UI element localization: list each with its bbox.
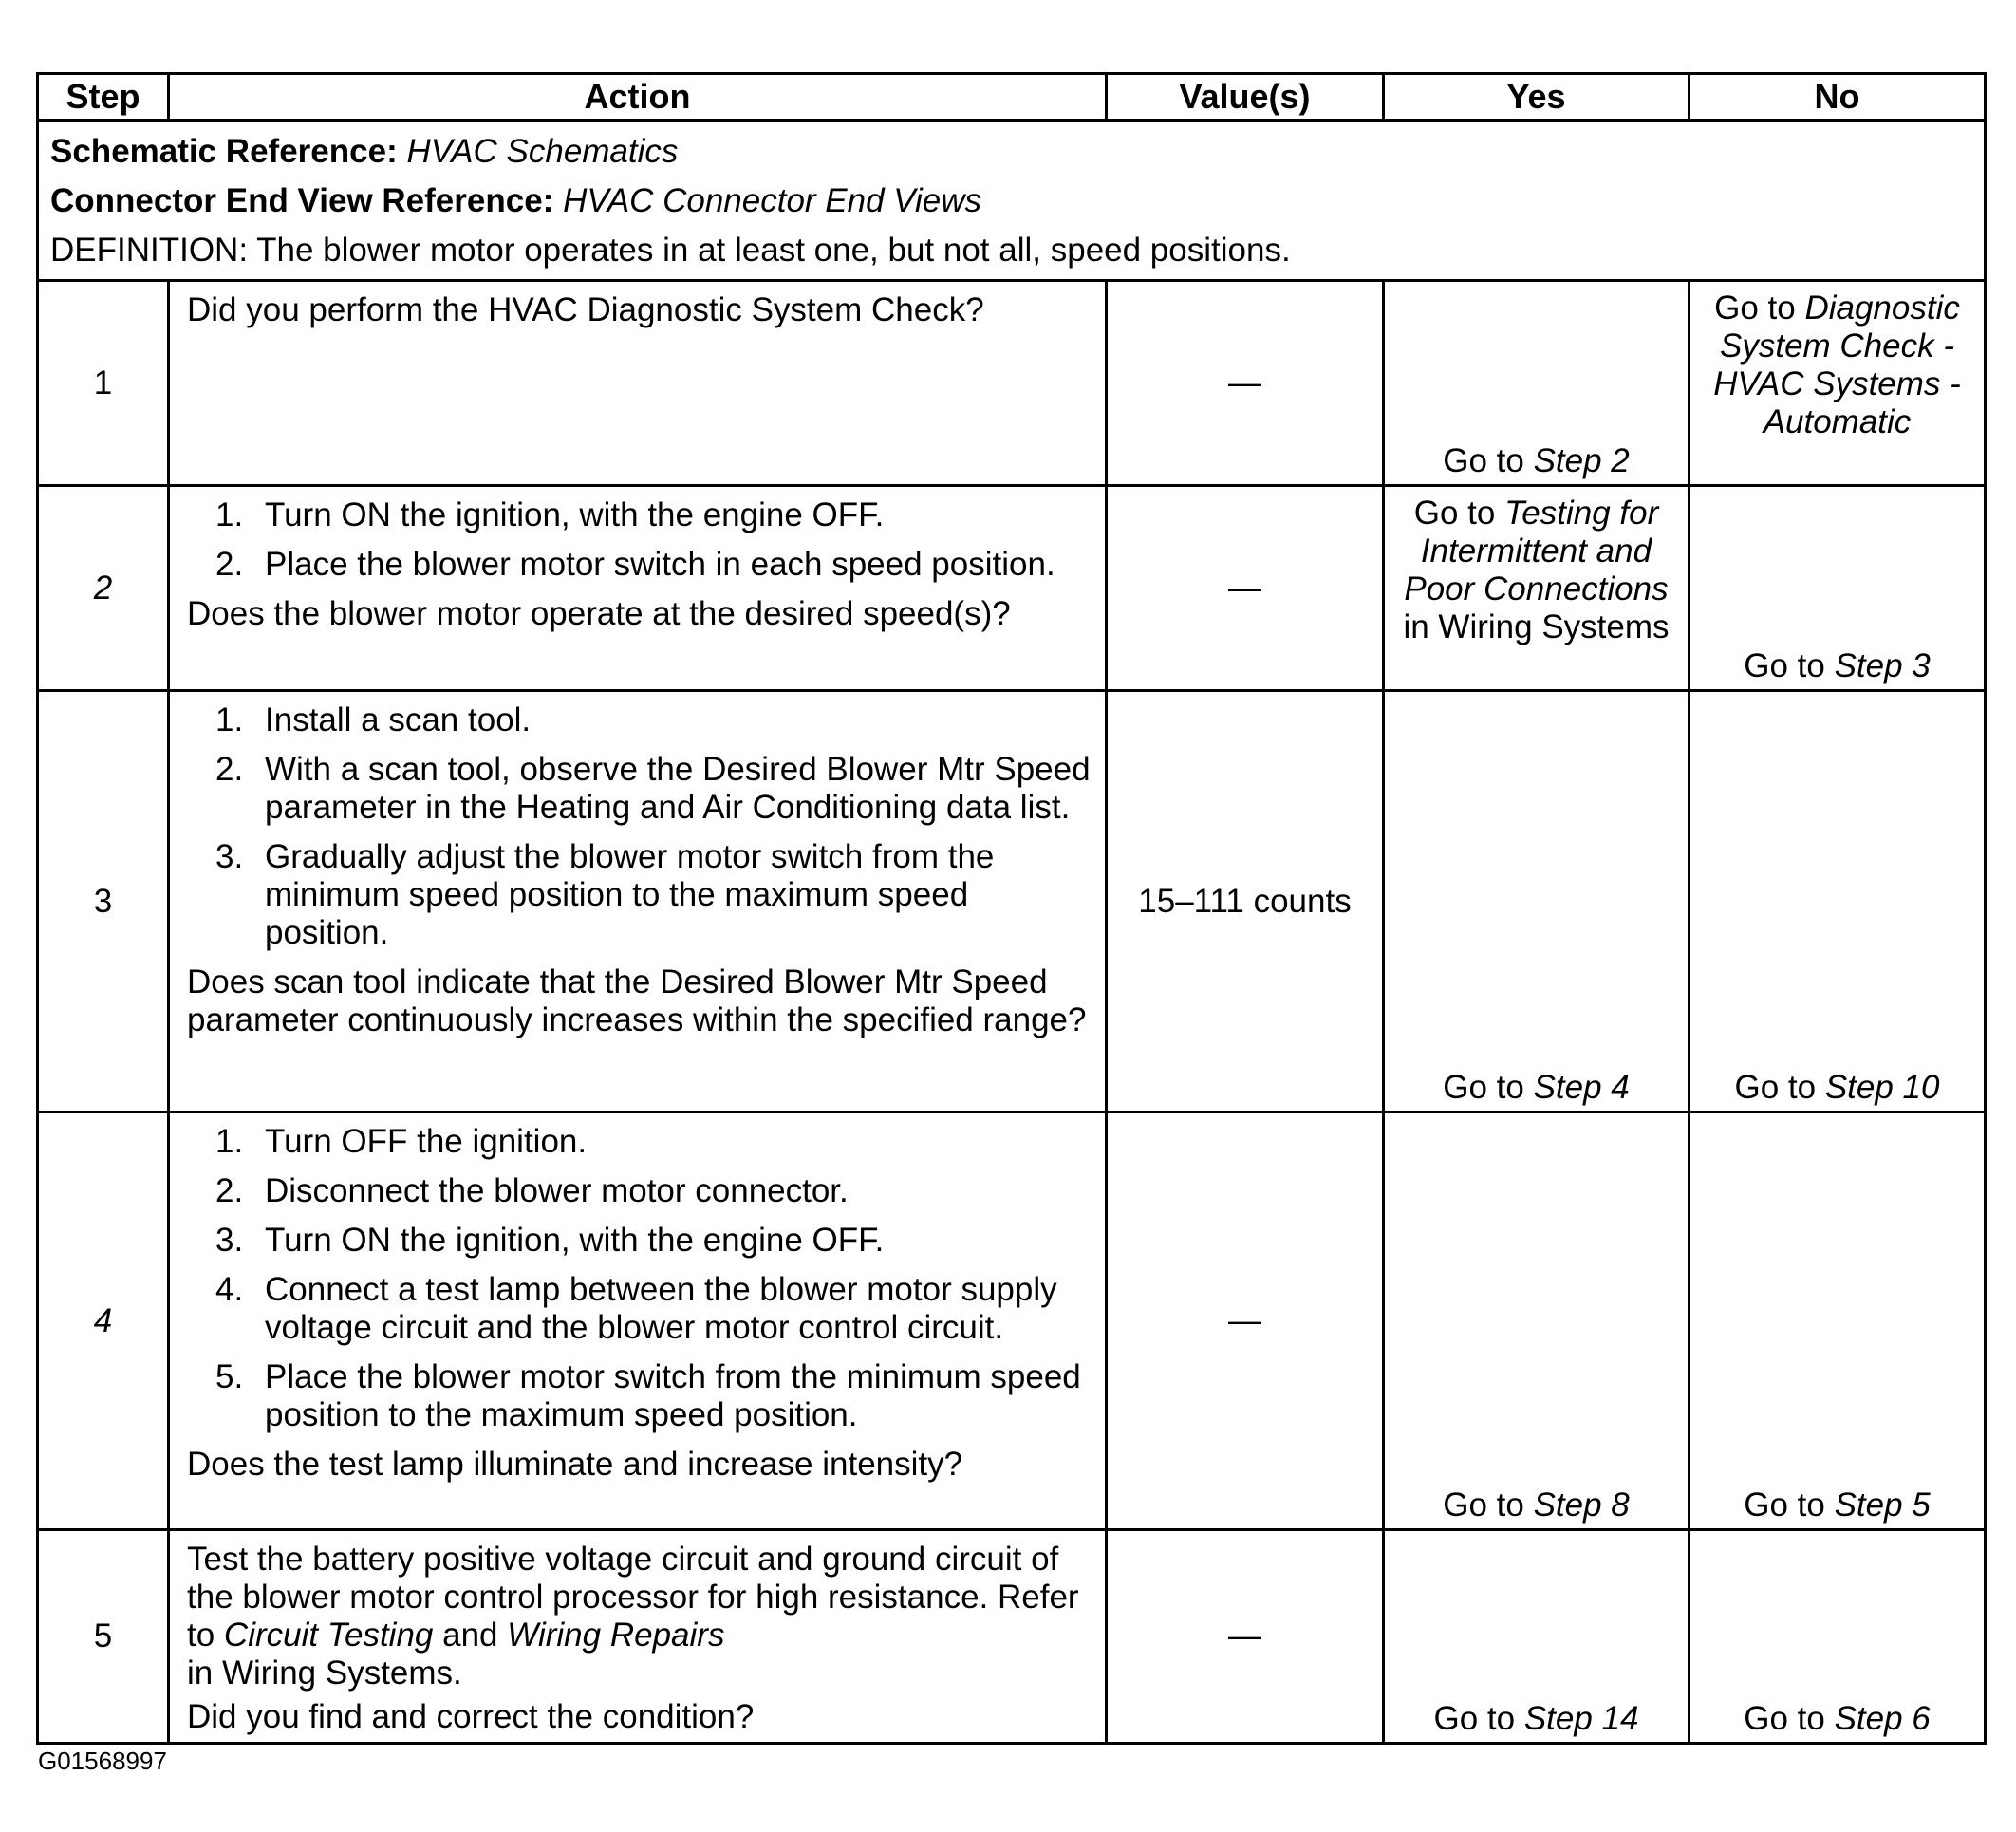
step-number: 3 <box>38 691 169 1112</box>
step-number: 2 <box>38 486 169 691</box>
step-number: 5 <box>38 1530 169 1744</box>
yes-cell: Go to Step 4 <box>1384 691 1689 1112</box>
yes-cell: Go to Testing for Intermittent and Poor Connections in Wiring Systems <box>1384 486 1689 691</box>
table-row <box>38 691 1986 1112</box>
list-item: 2. Place the blower motor switch in each speed position. <box>215 546 1055 583</box>
action-cell <box>169 281 1107 486</box>
action-question: Does scan tool indicate that the Desired Blower Mtr Speed parameter continuously increases within the specified range? <box>187 963 1087 1038</box>
action-steps <box>187 1123 1093 1434</box>
header-values: Value(s) <box>1107 74 1384 121</box>
yes-cell: Go to Step 14 <box>1384 1530 1689 1744</box>
no-cell: Go to Step 6 <box>1689 1530 1986 1744</box>
list-item: 1. Turn ON the ignition, with the engine OFF. <box>215 496 885 533</box>
value-cell: — <box>1107 281 1384 486</box>
circuit-testing-reference: Circuit Testing <box>223 1617 434 1654</box>
no-cell: Go to Step 10 <box>1689 691 1986 1112</box>
figure-id: G01568997 <box>38 1747 167 1775</box>
connector-reference: Connector End View Reference: HVAC Connector End Views <box>50 182 982 219</box>
diagnostic-table <box>36 72 1987 1745</box>
action-steps <box>187 496 1093 584</box>
list-item: 4. Connect a test lamp between the blower motor supply voltage circuit and the blower motor control circuit. <box>215 1271 1057 1346</box>
definition: DEFINITION: The blower motor operates in at least one, but not all, speed positions. <box>50 232 1291 269</box>
no-cell: Go to Step 3 <box>1689 486 1986 691</box>
value-cell: — <box>1107 1530 1384 1744</box>
table-row <box>38 1530 1986 1744</box>
connector-reference-link: HVAC Connector End Views <box>563 182 982 219</box>
action-cell <box>169 1530 1107 1744</box>
table-row <box>38 486 1986 691</box>
step-number: 1 <box>38 281 169 486</box>
list-item: 3. Turn ON the ignition, with the engine OFF. <box>215 1222 885 1259</box>
action-intro: Test the battery positive voltage circuit and ground circuit of the blower motor control processor for high resistance. Refer to Circuit Testing and Wiring Repairs in Wiring Systems. <box>187 1541 1079 1692</box>
schematic-reference: Schematic Reference: HVAC Schematics <box>50 133 679 170</box>
action-question: Does the test lamp illuminate and increase intensity? <box>187 1446 963 1483</box>
action-question: Did you perform the HVAC Diagnostic System Check? <box>187 291 984 328</box>
header-row <box>38 74 1986 121</box>
no-cell: Go to Diagnostic System Check - HVAC Systems - Automatic <box>1689 281 1986 486</box>
action-question: Did you find and correct the condition? <box>187 1698 755 1735</box>
header-no: No <box>1689 74 1986 121</box>
reference-row <box>38 121 1986 281</box>
value-cell: 15–111 counts <box>1107 691 1384 1112</box>
yes-cell: Go to Step 2 <box>1384 281 1689 486</box>
action-cell <box>169 691 1107 1112</box>
reference-cell <box>38 121 1986 281</box>
value-cell: — <box>1107 1112 1384 1530</box>
wiring-repairs-reference: Wiring Repairs <box>507 1617 725 1654</box>
schematic-reference-link: HVAC Schematics <box>406 133 679 170</box>
header-yes: Yes <box>1384 74 1689 121</box>
header-action: Action <box>169 74 1107 121</box>
header-step: Step <box>38 74 169 121</box>
action-cell <box>169 1112 1107 1530</box>
list-item: 1. Turn OFF the ignition. <box>215 1123 588 1160</box>
list-item: 1. Install a scan tool. <box>215 701 532 738</box>
step-number: 4 <box>38 1112 169 1530</box>
list-item: 2. With a scan tool, observe the Desired Blower Mtr Speed parameter in the Heating and Air Conditioning data list. <box>215 751 1091 826</box>
list-item: 2. Disconnect the blower motor connector. <box>215 1172 849 1209</box>
value-cell: — <box>1107 486 1384 691</box>
yes-cell: Go to Step 8 <box>1384 1112 1689 1530</box>
action-question: Does the blower motor operate at the desired speed(s)? <box>187 595 1011 632</box>
diagnostic-table-container <box>36 72 1984 1745</box>
table-row <box>38 1112 1986 1530</box>
no-cell: Go to Step 5 <box>1689 1112 1986 1530</box>
action-steps <box>187 701 1093 952</box>
table-row <box>38 281 1986 486</box>
list-item: 3. Gradually adjust the blower motor switch from the minimum speed position to the maximum speed position. <box>215 838 995 951</box>
action-cell <box>169 486 1107 691</box>
list-item: 5. Place the blower motor switch from the minimum speed position to the maximum speed position. <box>215 1358 1081 1433</box>
